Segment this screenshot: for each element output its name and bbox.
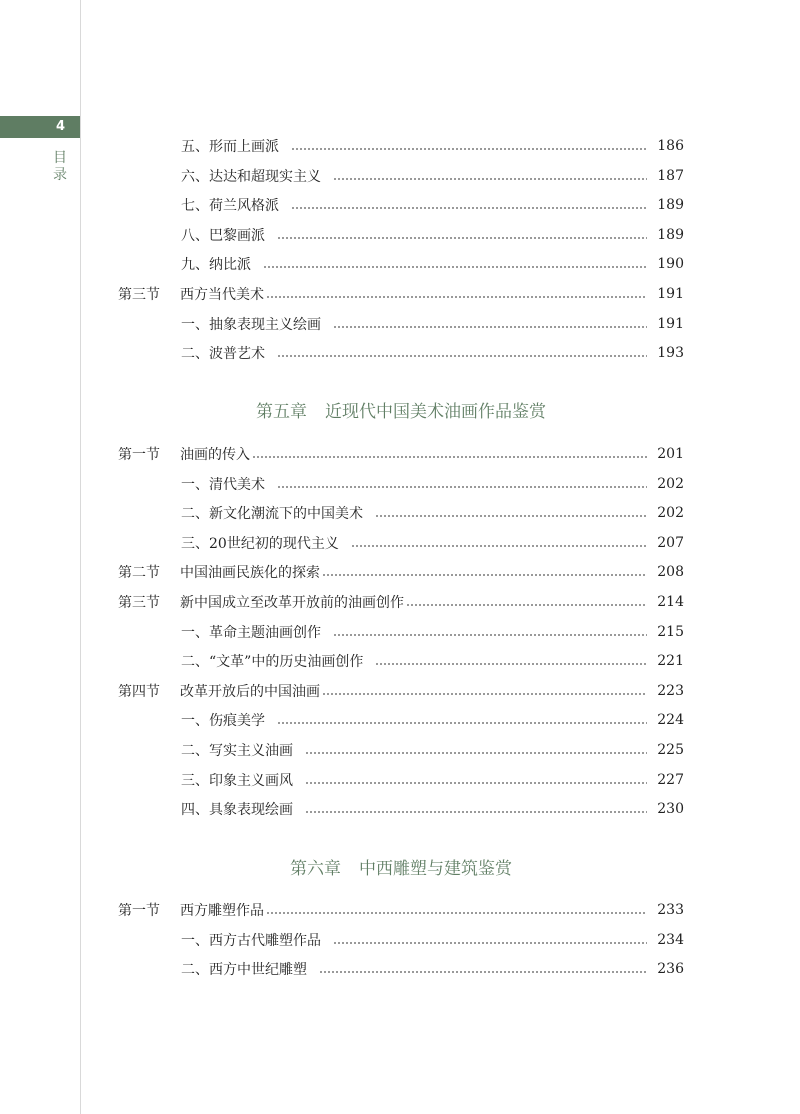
entry-label bbox=[118, 900, 264, 920]
toc-section-entry[interactable] bbox=[118, 559, 684, 585]
page-ref: 236 bbox=[657, 961, 684, 978]
entry-title: 九、纳比派 bbox=[181, 257, 251, 274]
dot-leader bbox=[351, 545, 647, 547]
chapter-6-heading bbox=[118, 856, 684, 882]
dot-leader bbox=[266, 296, 647, 298]
dot-leader bbox=[305, 782, 647, 784]
dot-leader bbox=[319, 971, 647, 973]
toc-subentry[interactable] bbox=[181, 737, 684, 763]
toc-char-2: 录 bbox=[53, 167, 67, 183]
page-ref: 214 bbox=[657, 594, 684, 610]
chapter-title: 近现代中国美术油画作品鉴赏 bbox=[325, 402, 546, 422]
page-ref: 189 bbox=[657, 226, 684, 243]
toc-section-entry[interactable] bbox=[118, 281, 684, 307]
entry-title: 一、抽象表现主义绘画 bbox=[181, 316, 321, 333]
page-ref: 233 bbox=[657, 902, 684, 918]
toc-subentry[interactable] bbox=[181, 471, 684, 497]
toc-char-1: 目 bbox=[53, 150, 67, 166]
page-ref: 202 bbox=[657, 505, 684, 522]
toc-section-entry[interactable] bbox=[118, 897, 684, 923]
dot-leader bbox=[266, 912, 647, 914]
toc-subentry[interactable] bbox=[181, 707, 684, 733]
entry-label bbox=[181, 195, 279, 215]
toc-subentry[interactable] bbox=[181, 500, 684, 526]
page-ref: 201 bbox=[657, 446, 684, 462]
entry-title: 新中国成立至改革开放前的油画创作 bbox=[180, 595, 404, 611]
dot-leader bbox=[333, 178, 647, 180]
entry-title: 西方雕塑作品 bbox=[180, 903, 264, 919]
toc-subentry[interactable] bbox=[181, 163, 684, 189]
entry-title: 二、写实主义油画 bbox=[181, 743, 293, 759]
toc-subentry[interactable] bbox=[181, 222, 684, 248]
dot-leader bbox=[291, 207, 647, 209]
dot-leader bbox=[333, 326, 647, 328]
entry-label bbox=[181, 474, 265, 494]
chapter-5-heading bbox=[118, 399, 684, 425]
toc-subentry[interactable] bbox=[181, 192, 684, 218]
entry-label bbox=[118, 681, 320, 701]
toc-subentry[interactable] bbox=[181, 251, 684, 277]
page-ref: 208 bbox=[657, 564, 684, 581]
entry-label bbox=[181, 930, 321, 950]
page-number-tab bbox=[0, 116, 80, 138]
entry-label bbox=[181, 225, 265, 245]
page-ref: 225 bbox=[657, 742, 684, 758]
entry-label bbox=[118, 592, 404, 612]
entry-label bbox=[181, 622, 321, 642]
dot-leader bbox=[322, 693, 647, 695]
entry-title: 四、具象表现绘画 bbox=[181, 802, 293, 819]
page-ref: 230 bbox=[657, 801, 684, 818]
chapter-number: 第六章 bbox=[290, 859, 341, 879]
page-ref: 221 bbox=[657, 653, 684, 670]
dot-leader bbox=[277, 486, 647, 488]
entry-title: 二、“文革”中的历史油画创作 bbox=[181, 654, 364, 671]
page-ref: 186 bbox=[657, 138, 684, 154]
entry-label bbox=[181, 343, 265, 363]
page-ref: 191 bbox=[657, 286, 684, 302]
margin-rule bbox=[80, 0, 81, 1114]
dot-leader bbox=[322, 574, 647, 576]
entry-label bbox=[181, 254, 251, 274]
entry-label bbox=[181, 959, 307, 979]
entry-label bbox=[181, 503, 363, 523]
dot-leader bbox=[375, 663, 647, 665]
dot-leader bbox=[277, 355, 647, 357]
entry-title: 三、印象主义画风 bbox=[181, 772, 293, 789]
entry-label bbox=[118, 284, 264, 304]
dot-leader bbox=[263, 266, 647, 268]
dot-leader bbox=[305, 752, 647, 754]
dot-leader bbox=[252, 456, 647, 458]
section-number: 第三节 bbox=[118, 287, 160, 303]
page-ref: 234 bbox=[657, 931, 684, 948]
page-number: 4 bbox=[55, 119, 65, 134]
dot-leader bbox=[277, 722, 647, 724]
chapter-title: 中西雕塑与建筑鉴赏 bbox=[359, 859, 512, 879]
toc-section-entry[interactable] bbox=[118, 441, 684, 467]
section-number: 第一节 bbox=[118, 903, 160, 919]
page-ref: 223 bbox=[657, 682, 684, 699]
dot-leader bbox=[333, 942, 647, 944]
page-ref: 189 bbox=[657, 197, 684, 214]
entry-title: 西方当代美术 bbox=[180, 287, 264, 303]
dot-leader bbox=[406, 604, 647, 606]
dot-leader bbox=[305, 811, 647, 813]
chapter-number: 第五章 bbox=[256, 402, 307, 422]
entry-label bbox=[181, 740, 293, 760]
toc-subentry[interactable] bbox=[181, 133, 684, 159]
entry-title: 七、荷兰风格派 bbox=[181, 198, 279, 215]
section-number: 第四节 bbox=[118, 683, 160, 700]
entry-title: 中国油画民族化的探索 bbox=[180, 565, 320, 582]
entry-title: 六、达达和超现实主义 bbox=[181, 168, 321, 185]
dot-leader bbox=[375, 515, 647, 517]
entry-label bbox=[181, 533, 339, 553]
entry-label bbox=[181, 314, 321, 334]
toc-section-entry[interactable] bbox=[118, 589, 684, 615]
toc-section-entry[interactable] bbox=[118, 678, 684, 704]
page-ref: 187 bbox=[657, 167, 684, 184]
entry-label bbox=[181, 799, 293, 819]
toc-subentry[interactable] bbox=[181, 530, 684, 556]
entry-title: 一、清代美术 bbox=[181, 476, 265, 493]
page-ref: 224 bbox=[657, 712, 684, 729]
entry-title: 五、形而上画派 bbox=[181, 139, 279, 155]
page-ref: 193 bbox=[657, 345, 684, 362]
dot-leader bbox=[333, 634, 647, 636]
section-number: 第三节 bbox=[118, 595, 160, 611]
page-ref: 215 bbox=[657, 623, 684, 640]
entry-label bbox=[181, 651, 363, 671]
entry-label bbox=[118, 562, 320, 582]
entry-label bbox=[181, 770, 293, 790]
toc-subentry[interactable] bbox=[181, 767, 684, 793]
dot-leader bbox=[291, 148, 647, 150]
section-number: 第一节 bbox=[118, 447, 160, 463]
page-ref: 207 bbox=[657, 534, 684, 551]
entry-title: 二、新文化潮流下的中国美术 bbox=[181, 506, 363, 523]
dot-leader bbox=[277, 237, 647, 239]
entry-title: 一、西方古代雕塑作品 bbox=[181, 932, 321, 949]
toc-subentry[interactable] bbox=[181, 311, 684, 337]
toc-subentry[interactable] bbox=[181, 956, 684, 982]
page-ref: 202 bbox=[657, 475, 684, 492]
entry-label bbox=[181, 710, 265, 730]
entry-title: 二、波普艺术 bbox=[181, 346, 265, 363]
toc-subentry[interactable] bbox=[181, 796, 684, 822]
entry-title: 一、革命主题油画创作 bbox=[181, 624, 321, 641]
page-ref: 227 bbox=[657, 771, 684, 788]
toc-subentry[interactable] bbox=[181, 340, 684, 366]
entry-label bbox=[118, 444, 250, 464]
page-ref: 190 bbox=[657, 256, 684, 273]
toc-subentry[interactable] bbox=[181, 927, 684, 953]
entry-title: 八、巴黎画派 bbox=[181, 227, 265, 244]
entry-title: 三、20世纪初的现代主义 bbox=[181, 535, 339, 552]
toc-subentry[interactable] bbox=[181, 619, 684, 645]
entry-label bbox=[181, 136, 279, 156]
entry-title: 改革开放后的中国油画 bbox=[180, 683, 320, 700]
entry-title: 油画的传入 bbox=[180, 447, 250, 463]
page-ref: 191 bbox=[657, 315, 684, 332]
entry-title: 二、西方中世纪雕塑 bbox=[181, 962, 307, 979]
toc-side-label bbox=[52, 150, 68, 184]
toc-subentry[interactable] bbox=[181, 648, 684, 674]
section-number: 第二节 bbox=[118, 565, 160, 582]
entry-title: 一、伤痕美学 bbox=[181, 713, 265, 730]
entry-label bbox=[181, 166, 321, 186]
